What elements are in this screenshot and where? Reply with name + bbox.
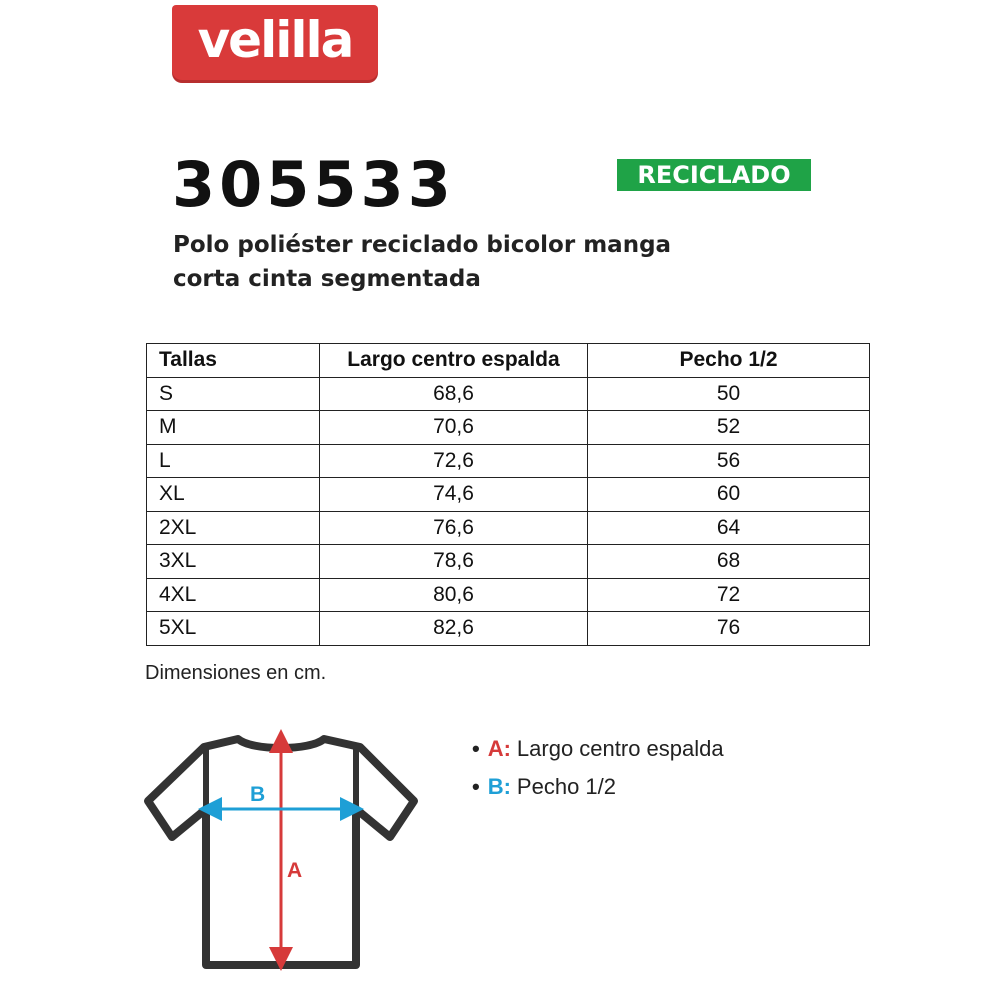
column-header-back-length: Largo centro espalda (320, 344, 588, 378)
table-row (147, 511, 870, 545)
back-length-cell: 76,6 (320, 511, 588, 545)
table-row (147, 377, 870, 411)
half-chest-cell: 50 (588, 377, 870, 411)
legend-item-b (472, 768, 724, 806)
size-cell: M (147, 411, 320, 445)
half-chest-cell: 72 (588, 578, 870, 612)
legend-key-a: A: (487, 736, 511, 761)
table-row (147, 444, 870, 478)
dimensions-note: Dimensiones en cm. (145, 662, 327, 684)
size-table-header-row (147, 344, 870, 378)
legend-text-b: Pecho 1/2 (516, 774, 616, 799)
size-cell: XL (147, 478, 320, 512)
recycled-badge: RECICLADO (617, 159, 811, 191)
table-row (147, 578, 870, 612)
measurement-legend (472, 730, 724, 806)
half-chest-cell: 68 (588, 545, 870, 579)
back-length-cell: 78,6 (320, 545, 588, 579)
size-cell: 3XL (147, 545, 320, 579)
table-row (147, 612, 870, 646)
brand-logo (172, 5, 378, 80)
product-code: 305533 (172, 148, 455, 221)
size-table (146, 343, 870, 646)
half-chest-cell: 60 (588, 478, 870, 512)
half-chest-cell: 56 (588, 444, 870, 478)
back-length-cell: 74,6 (320, 478, 588, 512)
table-row (147, 411, 870, 445)
size-cell: 2XL (147, 511, 320, 545)
size-cell: 4XL (147, 578, 320, 612)
legend-key-b: B: (487, 774, 511, 799)
column-header-half-chest: Pecho 1/2 (588, 344, 870, 378)
size-cell: S (147, 377, 320, 411)
back-length-cell: 72,6 (320, 444, 588, 478)
legend-bullet: • (472, 774, 480, 799)
half-chest-cell: 64 (588, 511, 870, 545)
back-length-cell: 82,6 (320, 612, 588, 646)
brand-logo-text: velilla (197, 10, 353, 69)
product-name: Polo poliéster reciclado bicolor manga corta cinta segmentada (173, 232, 672, 292)
column-header-size: Tallas (147, 344, 320, 378)
back-length-cell: 80,6 (320, 578, 588, 612)
back-length-cell: 68,6 (320, 377, 588, 411)
size-cell: L (147, 444, 320, 478)
back-length-cell: 70,6 (320, 411, 588, 445)
legend-text-a: Largo centro espalda (516, 736, 724, 761)
polo-measurement-diagram (140, 725, 430, 975)
size-cell: 5XL (147, 612, 320, 646)
diagram-label-b: B (250, 783, 266, 806)
diagram-label-a: A (287, 859, 303, 882)
table-row (147, 478, 870, 512)
half-chest-cell: 76 (588, 612, 870, 646)
legend-item-a (472, 730, 724, 768)
legend-bullet: • (472, 736, 480, 761)
half-chest-cell: 52 (588, 411, 870, 445)
table-row (147, 545, 870, 579)
